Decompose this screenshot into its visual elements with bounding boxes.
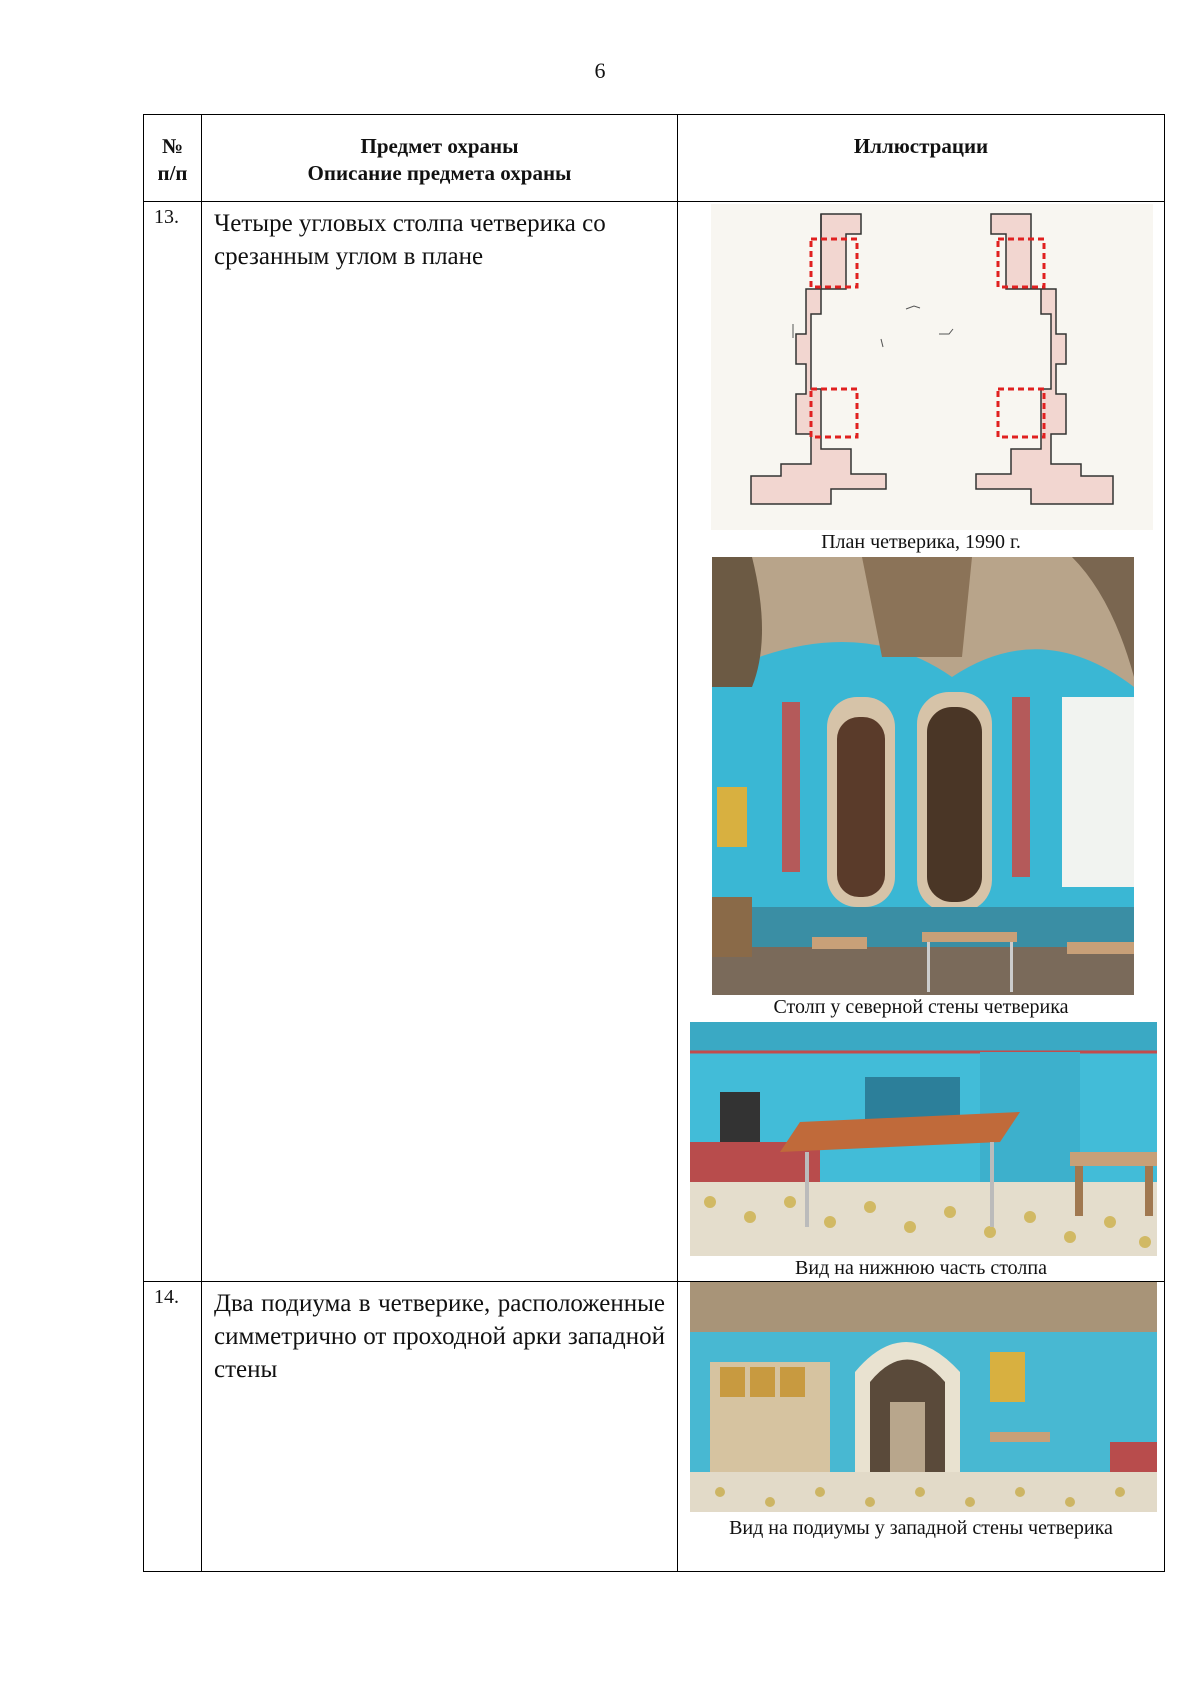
table-header-row: [144, 115, 1165, 202]
plan-drawing-image: [711, 204, 1153, 530]
header-subject-line1: Предмет охраны: [360, 134, 519, 158]
table-row: [144, 1282, 1165, 1572]
protection-subject-table: [143, 114, 1165, 1572]
illustrations-cell: [678, 202, 1165, 1282]
row-number: 13.: [144, 202, 202, 1282]
caption-plan: План четверика, 1990 г.: [821, 531, 1021, 553]
row-description: Четыре угловых столпа четверика со срезанным углом в плане: [202, 202, 678, 1282]
illustrations-cell: [678, 1282, 1165, 1572]
table-row: [144, 202, 1165, 1282]
header-num: [144, 115, 202, 202]
caption-pillar-north: Столп у северной стены четверика: [773, 996, 1069, 1018]
header-num-line1: №: [161, 134, 184, 158]
pillar-north-wall-photo: [712, 557, 1134, 995]
header-illustrations: Иллюстрации: [678, 115, 1165, 202]
row-number: 14.: [144, 1282, 202, 1572]
header-num-line2: п/п: [157, 161, 188, 185]
header-subject: [202, 115, 678, 202]
caption-lower-pillar: Вид на нижнюю часть столпа: [795, 1257, 1047, 1279]
podiums-west-wall-photo: [690, 1282, 1157, 1512]
page-number: 6: [594, 58, 606, 83]
row-description: Два подиума в четверике, расположенные симметрично от проходной арки западной стены: [202, 1282, 678, 1572]
pillar-lower-part-photo: [690, 1022, 1157, 1256]
caption-podiums: Вид на подиумы у западной стены четверика: [729, 1517, 1113, 1539]
header-subject-line2: Описание предмета охраны: [307, 161, 572, 185]
